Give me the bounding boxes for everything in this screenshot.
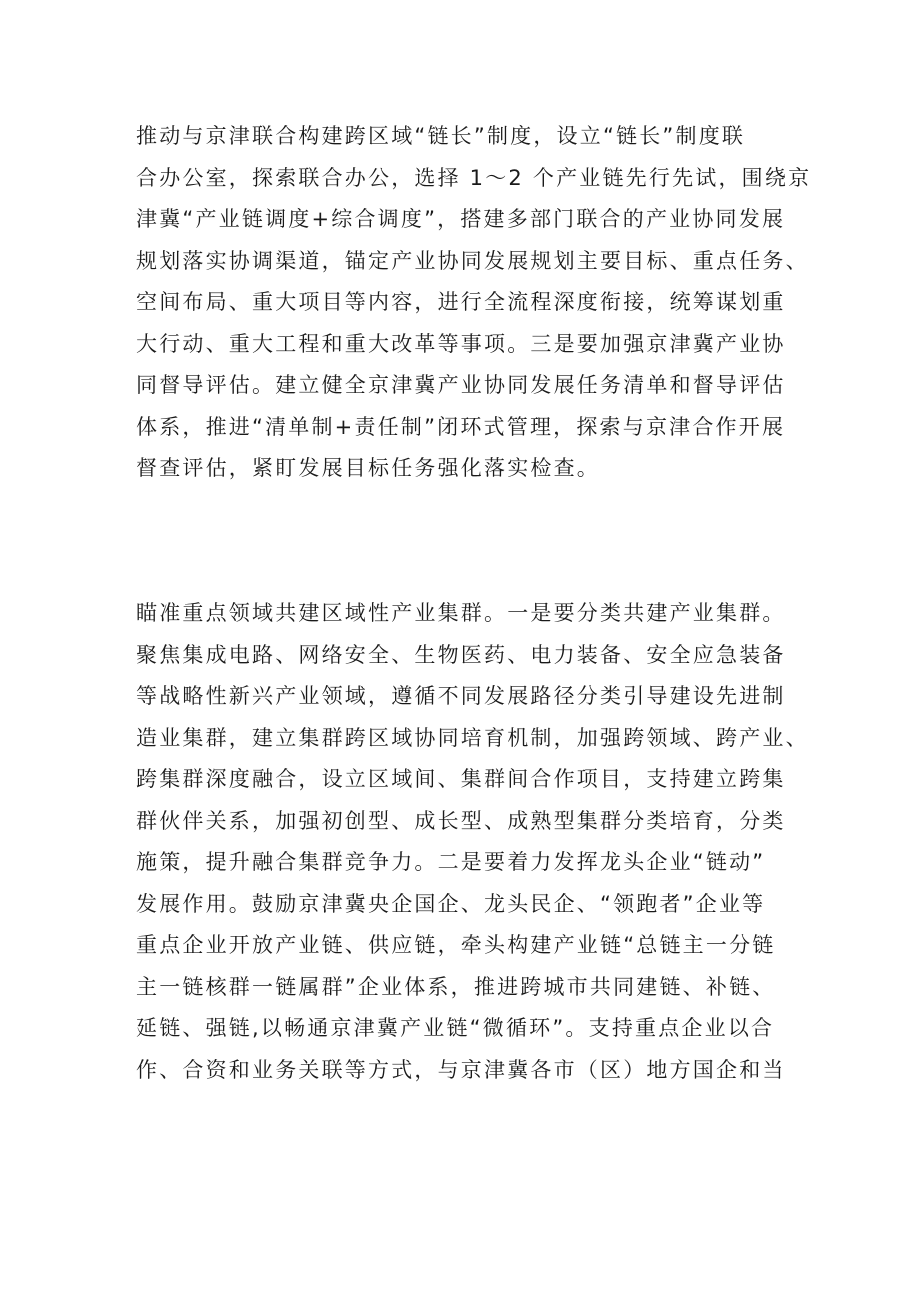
text-line: 重点企业开放产业链、供应链，牵头构建产业链“总链主一分链 xyxy=(136,933,776,957)
text-line: 群伙伴关系，加强初创型、成长型、成熟型集群分类培育，分类 xyxy=(136,808,786,833)
text-line: 大行动、重大工程和重大改革等事项。三是要加强京津冀产业协 xyxy=(136,331,786,356)
text-line: 规划落实协调渠道，锚定产业协同发展规划主要目标、重点任务、 xyxy=(136,248,809,273)
paragraph-1 xyxy=(0,116,920,490)
text-line: 同督导评估。建立健全京津冀产业协同发展任务清单和督导评估 xyxy=(136,373,786,397)
text-line: 作、合资和业务关联等方式，与京津冀各市（区）地方国企和当 xyxy=(136,1057,786,1082)
text-line: 发展作用。鼓励京津冀央企国企、龙头民企、“领跑者”企业等 xyxy=(136,891,766,916)
text-line: 主一链核群一链属群”企业体系，推进跨城市共同建链、补链、 xyxy=(136,974,776,999)
text-line: 施策，提升融合集群竞争力。二是要着力发挥龙头企业“链动” xyxy=(136,850,766,874)
text-line: 督查评估，紧盯发展目标任务强化落实检查。 xyxy=(136,456,600,480)
text-line: 合办公室，探索联合办公，选择 1～2 个产业链先行先试，围绕京 xyxy=(136,165,812,190)
text-line: 空间布局、重大项目等内容，进行全流程深度衔接，统筹谋划重 xyxy=(136,290,786,314)
text-line: 延链、强链,以畅通京津冀产业链“微循环”。支持重点企业以合 xyxy=(136,1016,775,1040)
text-line: 津冀“产业链调度+综合调度”，搭建多部门联合的产业协同发展 xyxy=(136,207,786,231)
text-line: 等战略性新兴产业领域，遵循不同发展路径分类引导建设先进制 xyxy=(136,684,786,708)
text-line: 造业集群，建立集群跨区域协同培育机制，加强跨领域、跨产业、 xyxy=(136,725,809,750)
text-line: 推动与京津联合构建跨区域“链长”制度，设立“链长”制度联 xyxy=(136,124,746,148)
text-line: 聚焦集成电路、网络安全、生物医药、电力装备、安全应急装备 xyxy=(136,642,786,667)
text-line: 瞄准重点领域共建区域性产业集群。一是要分类共建产业集群。 xyxy=(136,601,786,625)
paragraph-2 xyxy=(0,593,920,1091)
text-line: 体系，推进“清单制+责任制”闭环式管理，探索与京津合作开展 xyxy=(136,414,786,439)
text-line: 跨集群深度融合，设立区域间、集群间合作项目，支持建立跨集 xyxy=(136,767,786,791)
